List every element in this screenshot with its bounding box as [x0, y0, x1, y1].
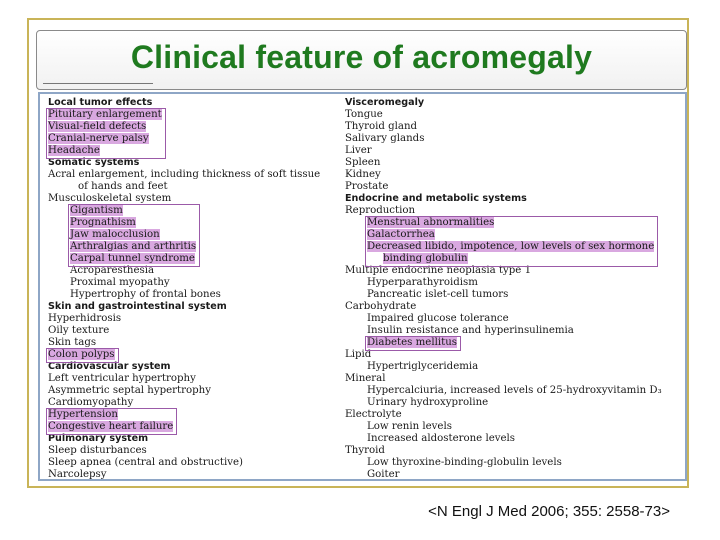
feature-text: Pancreatic islet-cell tumors: [367, 289, 509, 300]
feature-text: of hands and feet: [78, 181, 168, 192]
feature-text: Spleen: [345, 157, 381, 168]
citation: <N Engl J Med 2006; 355: 2558-73>: [428, 503, 670, 520]
feature-text: Low renin levels: [367, 421, 452, 432]
clinical-features-table: [38, 92, 687, 481]
right-row: [345, 469, 680, 481]
right-row: [345, 397, 680, 409]
feature-text: Kidney: [345, 169, 381, 180]
left-row: [48, 445, 338, 457]
left-row: [48, 205, 338, 217]
feature-text: Skin tags: [48, 337, 97, 348]
left-row: [48, 313, 338, 325]
left-row: [48, 109, 338, 121]
feature-text: Tongue: [345, 109, 383, 120]
left-row: [48, 409, 338, 421]
right-row: [345, 97, 680, 109]
left-row: [48, 253, 338, 265]
feature-text: Impaired glucose tolerance: [367, 313, 509, 324]
decor-line-top: [27, 18, 689, 20]
feature-text: Decreased libido, impotence, low levels of sex hormone: [367, 241, 655, 252]
feature-text: Carpal tunnel syndrome: [70, 253, 195, 264]
feature-text: Carbohydrate: [345, 301, 417, 312]
left-row: [48, 229, 338, 241]
left-row: [48, 289, 338, 301]
feature-text: Thyroid gland: [345, 121, 418, 132]
section-heading: Cardiovascular system: [48, 361, 171, 372]
feature-text: Hypertension: [48, 409, 118, 420]
left-row: [48, 337, 338, 349]
feature-text: Thyroid: [345, 445, 385, 456]
feature-text: Diabetes mellitus: [367, 337, 457, 348]
left-row: [48, 181, 338, 193]
left-row: [48, 361, 338, 373]
left-row: [48, 469, 338, 481]
feature-text: Low thyroxine-binding-globulin levels: [367, 457, 562, 468]
right-row: [345, 157, 680, 169]
left-row: [48, 349, 338, 361]
right-row: [345, 409, 680, 421]
feature-text: Narcolepsy: [48, 469, 107, 480]
feature-text: Urinary hydroxyproline: [367, 397, 489, 408]
left-row: [48, 121, 338, 133]
feature-text: Lipid: [345, 349, 372, 360]
right-row: [345, 337, 680, 349]
left-row: [48, 145, 338, 157]
decor-line-left: [27, 18, 29, 488]
feature-text: Cranial-nerve palsy: [48, 133, 149, 144]
feature-text: Acroparesthesia: [70, 265, 155, 276]
feature-text: Headache: [48, 145, 100, 156]
right-row: [345, 265, 680, 277]
feature-text: Insulin resistance and hyperinsulinemia: [367, 325, 574, 336]
left-row: [48, 457, 338, 469]
feature-text: Cardiomyopathy: [48, 397, 134, 408]
slide-title: Clinical feature of acromegaly: [130, 39, 593, 75]
left-row: [48, 157, 338, 169]
feature-text: Pituitary enlargement: [48, 109, 162, 120]
left-row: [48, 385, 338, 397]
right-row: [345, 217, 680, 229]
right-row: [345, 349, 680, 361]
left-row: [48, 193, 338, 205]
right-row: [345, 373, 680, 385]
left-row: [48, 217, 338, 229]
table-right-column: [345, 97, 680, 481]
right-row: [345, 313, 680, 325]
section-heading: Skin and gastrointestinal system: [48, 301, 227, 312]
feature-text: Acral enlargement, including thickness of soft tissue: [48, 169, 321, 180]
feature-text: Salivary glands: [345, 133, 425, 144]
right-row: [345, 277, 680, 289]
feature-text: Prostate: [345, 181, 389, 192]
left-row: [48, 97, 338, 109]
decor-line-right: [687, 18, 689, 488]
feature-text: Menstrual abnormalities: [367, 217, 495, 228]
section-heading: Visceromegaly: [345, 97, 425, 108]
section-heading: Somatic systems: [48, 157, 140, 168]
feature-text: Oily texture: [48, 325, 110, 336]
feature-text: Colon polyps: [48, 349, 115, 360]
feature-text: Hypertrophy of frontal bones: [70, 289, 221, 300]
left-row: [48, 169, 338, 181]
feature-text: Electrolyte: [345, 409, 402, 420]
right-row: [345, 325, 680, 337]
feature-text: Visual-field defects: [48, 121, 147, 132]
title-underline-decoration: [43, 83, 153, 84]
left-row: [48, 373, 338, 385]
feature-text: Prognathism: [70, 217, 136, 228]
right-row: [345, 121, 680, 133]
feature-text: Jaw malocclusion: [70, 229, 160, 240]
feature-text: binding globulin: [383, 253, 468, 264]
right-row: [345, 193, 680, 205]
feature-text: Reproduction: [345, 205, 416, 216]
feature-text: Sleep disturbances: [48, 445, 147, 456]
right-row: [345, 133, 680, 145]
right-row: [345, 445, 680, 457]
feature-text: Multiple endocrine neoplasia type 1: [345, 265, 532, 276]
right-row: [345, 169, 680, 181]
right-row: [345, 229, 680, 241]
table-left-column: [48, 97, 338, 481]
left-row: [48, 133, 338, 145]
right-row: [345, 433, 680, 445]
right-row: [345, 241, 680, 253]
right-row: [345, 109, 680, 121]
right-row: [345, 289, 680, 301]
feature-text: Arthralgias and arthritis: [70, 241, 197, 252]
feature-text: Hypercalciuria, increased levels of 25-hydroxyvitamin D₃: [367, 385, 662, 396]
left-row: [48, 397, 338, 409]
right-row: [345, 181, 680, 193]
feature-text: Proximal myopathy: [70, 277, 170, 288]
right-row: [345, 205, 680, 217]
feature-text: Goiter: [367, 469, 400, 480]
feature-text: Sleep apnea (central and obstructive): [48, 457, 243, 468]
feature-text: Liver: [345, 145, 372, 156]
right-row: [345, 385, 680, 397]
left-row: [48, 433, 338, 445]
section-heading: Endocrine and metabolic systems: [345, 193, 527, 204]
feature-text: Hyperparathyroidism: [367, 277, 478, 288]
right-row: [345, 253, 680, 265]
left-row: [48, 325, 338, 337]
feature-text: Congestive heart failure: [48, 421, 174, 432]
right-row: [345, 301, 680, 313]
section-heading: Pulmonary system: [48, 433, 149, 444]
left-row: [48, 277, 338, 289]
feature-text: Asymmetric septal hypertrophy: [48, 385, 211, 396]
feature-text: Increased aldosterone levels: [367, 433, 516, 444]
feature-text: Mineral: [345, 373, 386, 384]
decor-line-bottom: [27, 486, 689, 488]
right-row: [345, 145, 680, 157]
section-heading: Local tumor effects: [48, 97, 153, 108]
feature-text: Gigantism: [70, 205, 123, 216]
left-row: [48, 421, 338, 433]
feature-text: Hypertriglyceridemia: [367, 361, 479, 372]
right-row: [345, 421, 680, 433]
right-row: [345, 457, 680, 469]
feature-text: Hyperhidrosis: [48, 313, 122, 324]
feature-text: Musculoskeletal system: [48, 193, 172, 204]
left-row: [48, 265, 338, 277]
left-row: [48, 241, 338, 253]
left-row: [48, 301, 338, 313]
right-row: [345, 361, 680, 373]
title-box: [36, 30, 687, 90]
feature-text: Left ventricular hypertrophy: [48, 373, 196, 384]
feature-text: Galactorrhea: [367, 229, 435, 240]
